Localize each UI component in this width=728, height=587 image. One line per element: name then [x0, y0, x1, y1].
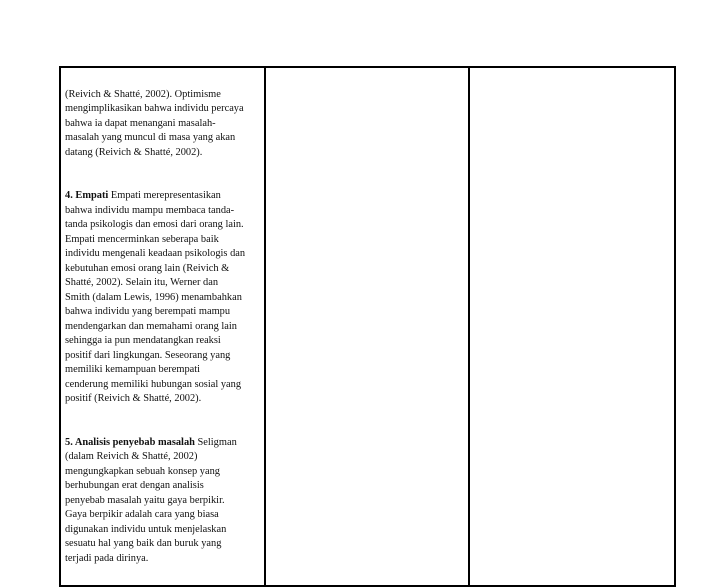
content-table	[59, 66, 676, 587]
paragraph-optimism	[65, 88, 260, 161]
paragraph-body: (Reivich & Shatté, 2002). Optimisme mengimplikasikan bahwa individu percaya bahwa ia dapat menangani masalah- masalah yang muncul di masa yang akan datang (Reivich & Shatté, 2002).	[65, 88, 244, 158]
table-cell-middle	[265, 67, 469, 586]
table-cell-left	[60, 67, 265, 586]
table-row	[60, 67, 675, 586]
paragraph-heading-empathy: 4. Empati	[65, 190, 109, 201]
cell-text-right	[470, 68, 674, 77]
paragraph-heading-causal-analysis: 5. Analisis penyebab masalah	[65, 436, 195, 448]
paragraph-empathy	[65, 189, 260, 407]
paragraph-causal-analysis	[65, 436, 260, 567]
paragraph-body-causal-analysis: Seligman (dalam Reivich & Shatté, 2002) mengungkapkan sebuah konsep yang berhubungan erat dengan analisis penyebab masalah yaitu gaya berpikir. Gaya berpikir adalah cara yang biasa digunakan individu untuk menjelaskan sesuatu hal yang baik dan buruk yang terjadi pada dirinya.	[65, 436, 237, 564]
cell-text-middle	[266, 68, 468, 77]
table-cell-right	[469, 67, 675, 586]
paragraph-body-empathy: Empati merepresentasikan bahwa individu mampu membaca tanda- tanda psikologis dan emosi dari orang lain. Empati mencerminkan seberapa baik individu mengenali keadaan psikologis dan kebutuhan emosi orang lain (Reivich & Shatté, 2002). Selain itu, Werner dan Smith (dalam Lewis, 1996) menambahkan bahwa individu yang berempati mampu mendengarkan dan memahami orang lain sehingga ia pun mendatangkan reaksi positif dari lingkungan. Seseorang yang memiliki kemampuan berempati cenderung memiliki hubungan sosial yang positif (Reivich & Shatté, 2002).	[65, 190, 246, 404]
cell-text-block	[61, 68, 264, 585]
